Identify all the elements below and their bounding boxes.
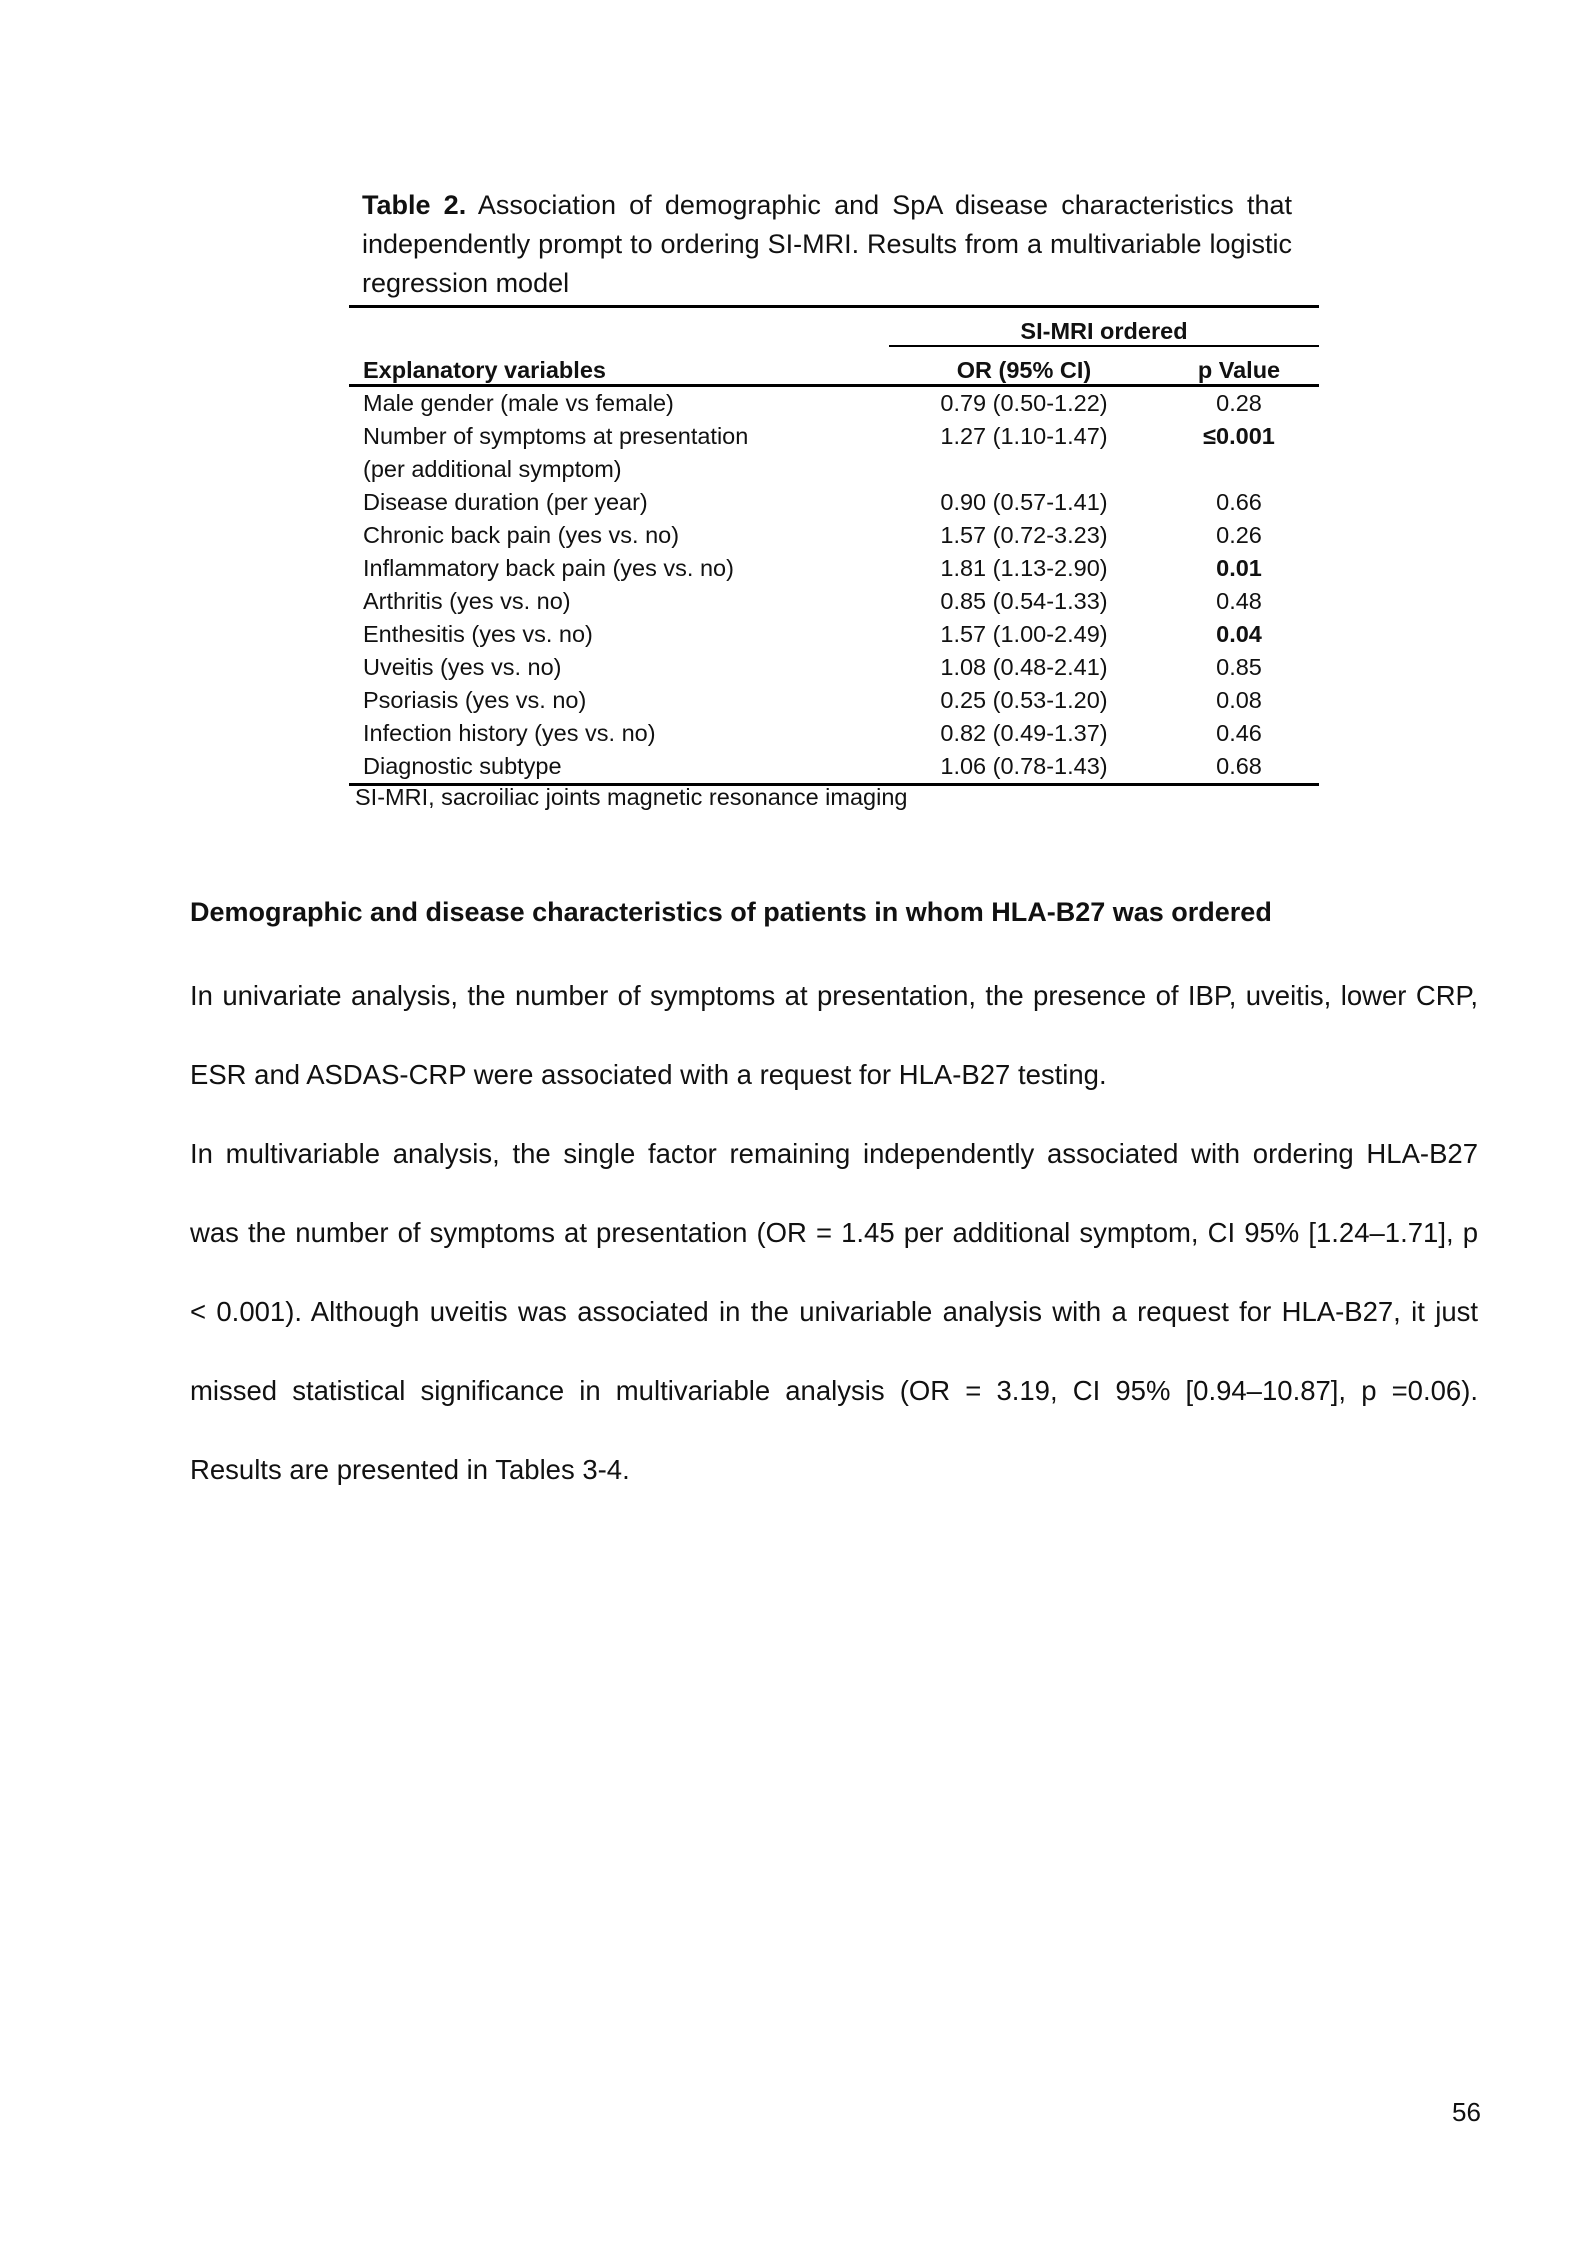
- paragraph-2: In multivariable analysis, the single factor remaining independently associated with ordering HLA-B27 was the number of symptoms at presentation (OR = 1.45 per additional symptom, CI 95% [1.24–1.71], p < 0.001). Although uveitis was associated in the univariable analysis with a request for HLA-B27, it just missed statistical significance in multivariable analysis (OR = 3.19, CI 95% [0.94–10.87], p =0.06). Results are presented in Tables 3-4.: [190, 1138, 1478, 1485]
- cell-or: 0.25 (0.53-1.20): [940, 687, 1108, 713]
- table-caption: [362, 186, 1292, 303]
- section-heading: Demographic and disease characteristics of patients in whom HLA-B27 was ordered: [190, 897, 1272, 927]
- cell-variable: Male gender (male vs female): [363, 390, 674, 416]
- table-row: [349, 552, 1319, 585]
- cell-variable: Infection history (yes vs. no): [363, 720, 656, 746]
- header-or: OR (95% CI): [956, 357, 1092, 383]
- cell-or: 1.27 (1.10-1.47): [940, 423, 1108, 449]
- cell-variable: Uveitis (yes vs. no): [363, 654, 562, 680]
- cell-or: 1.57 (1.00-2.49): [940, 621, 1108, 647]
- cell-or: [889, 453, 1159, 486]
- cell-variable: Psoriasis (yes vs. no): [363, 687, 587, 713]
- cell-or: 1.57 (0.72-3.23): [940, 522, 1108, 548]
- cell-variable: Disease duration (per year): [363, 489, 648, 515]
- cell-variable: Diagnostic subtype: [363, 753, 562, 779]
- group-header: SI-MRI ordered: [889, 307, 1319, 347]
- header-p: p Value: [1197, 357, 1281, 383]
- cell-p-value: 0.48: [1216, 588, 1262, 614]
- cell-p-value: 0.08: [1216, 687, 1262, 713]
- cell-or: 0.79 (0.50-1.22): [940, 390, 1108, 416]
- cell-variable: Arthritis (yes vs. no): [363, 588, 571, 614]
- cell-p-value: 0.28: [1216, 390, 1262, 416]
- table-body: [349, 386, 1319, 785]
- table-row: [349, 651, 1319, 684]
- cell-p-value: 0.68: [1216, 753, 1262, 779]
- cell-or: 0.82 (0.49-1.37): [940, 720, 1108, 746]
- table-row: [349, 486, 1319, 519]
- cell-variable: Enthesitis (yes vs. no): [363, 621, 593, 647]
- table-row: [349, 453, 1319, 486]
- cell-p-value: 0.66: [1216, 489, 1262, 515]
- cell-p-value: 0.46: [1216, 720, 1262, 746]
- table-footnote: SI-MRI, sacroiliac joints magnetic resonance imaging: [355, 784, 908, 810]
- cell-or: 0.85 (0.54-1.33): [940, 588, 1108, 614]
- cell-or: 0.90 (0.57-1.41): [940, 489, 1108, 515]
- results-table: [349, 305, 1319, 786]
- cell-p-value: 0.01: [1216, 555, 1262, 581]
- cell-or: 1.81 (1.13-2.90): [940, 555, 1108, 581]
- table-row: [349, 618, 1319, 651]
- cell-or: 1.08 (0.48-2.41): [940, 654, 1108, 680]
- table-row: [349, 420, 1319, 453]
- page-number: 56: [1452, 2097, 1481, 2127]
- table-row: [349, 386, 1319, 421]
- table-caption-label: Table 2.: [362, 190, 467, 220]
- cell-or: 1.06 (0.78-1.43): [940, 753, 1108, 779]
- cell-p-value: ≤0.001: [1203, 423, 1275, 449]
- table-caption-text: Association of demographic and SpA disease characteristics that independently prompt to ordering SI-MRI. Results from a multivariable logistic regression model: [362, 190, 1292, 298]
- table-row: [349, 750, 1319, 785]
- cell-variable: Chronic back pain (yes vs. no): [363, 522, 680, 548]
- cell-p-value: 0.26: [1216, 522, 1262, 548]
- cell-p-value: 0.04: [1216, 621, 1262, 647]
- header-variable: Explanatory variables: [363, 357, 606, 383]
- table-row: [349, 585, 1319, 618]
- cell-p-value: [1159, 453, 1319, 486]
- cell-p-value: 0.85: [1216, 654, 1262, 680]
- paragraph-1: In univariate analysis, the number of symptoms at presentation, the presence of IBP, uveitis, lower CRP, ESR and ASDAS-CRP were associated with a request for HLA-B27 testing.: [190, 980, 1478, 1090]
- table-row: [349, 684, 1319, 717]
- cell-variable: (per additional symptom): [363, 456, 622, 482]
- table-row: [349, 519, 1319, 552]
- cell-variable: Inflammatory back pain (yes vs. no): [363, 555, 734, 581]
- cell-variable: Number of symptoms at presentation: [363, 423, 749, 449]
- table-row: [349, 717, 1319, 750]
